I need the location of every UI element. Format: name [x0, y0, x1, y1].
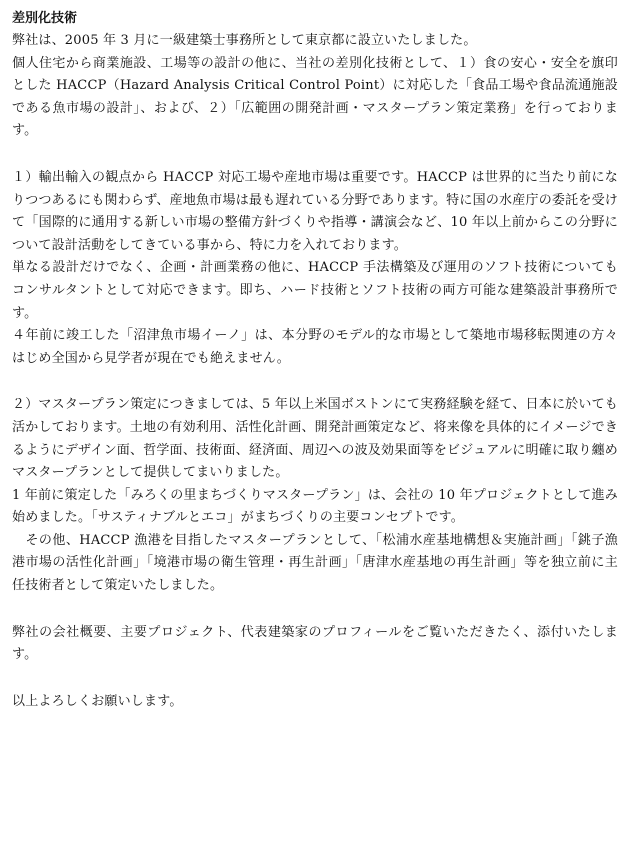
- intro-paragraph-2: 個人住宅から商業施設、工場等の設計の他に、当社の差別化技術として、１）食の安心・安全を旗印とした HACCP（Hazard Analysis Critical Control Point）に対応した「食品工場や食品流通施設である魚市場の設計」、および、２）「広範囲の開発計画・マスタープラン策定業務」を行っております。: [12, 55, 618, 139]
- spacer: [12, 370, 618, 394]
- section1-paragraph-3: ４年前に竣工した「沼津魚市場イーノ」は、本分野のモデル的な市場として築地市場移転関連の方々はじめ全国から見学者が現在でも絶えません。: [12, 328, 618, 366]
- spacer: [12, 143, 618, 167]
- spacer: [12, 667, 618, 691]
- closing-paragraph-2: 以上よろしくお願いします。: [12, 693, 183, 709]
- section2-paragraph-1: ２）マスタープラン策定につきましては、5 年以上米国ボストンにて実務経験を経て、日本に於いても活かしております。土地の有効利用、活性化計画、開発計画策定など、将来像を具体的にイメージできるようにデザイン面、哲学面、技術面、経済面、周辺への波及効果面等をビジュアルに明確に取り纏めマスタープランとして提供してまいりました。: [12, 397, 618, 481]
- closing-paragraph-1: 弊社の会社概要、主要プロジェクト、代表建築家のプロフィールをご覧いただきたく、添付いたします。: [12, 624, 618, 663]
- spacer: [12, 598, 618, 622]
- section1-paragraph-2: 単なる設計だけでなく、企画・計画業務の他に、HACCP 手法構築及び運用のソフト技術についてもコンサルタントとして対応できます。即ち、ハード技術とソフト技術の両方可能な建築設計事務所です。: [12, 260, 618, 321]
- section1-paragraph-1: １）輸出輸入の観点から HACCP 対応工場や産地市場は重要です。HACCP は世界的に当たり前になりつつあるにも関わらず、産地魚市場は最も遅れている分野であります。特に国の水産庁の委託を受けて「国際的に通用する新しい市場の整備方針づくりや指導・講演会など、10 年以上前からこの分野について設計活動をしてきている事から、特に力を入れております。: [12, 169, 618, 253]
- section2-paragraph-3: その他、HACCP 漁港を目指したマスタープランとして、「松浦水産基地構想＆実施計画」「銚子漁港市場の活性化計画」「境港市場の衛生管理・再生計画」「唐津水産基地の再生計画」等を独立前に主任技術者として策定いたしました。: [12, 532, 618, 594]
- intro-paragraph-1: 弊社は、2005 年 3 月に一級建築士事務所として東京都に設立いたしました。: [12, 33, 477, 48]
- section-heading: 差別化技術: [12, 11, 78, 26]
- section2-paragraph-2: 1 年前に策定した「みろくの里まちづくりマスタープラン」は、会社の 10 年プロジェクトとして進み始めました。「サスティナブルとエコ」がまちづくりの主要コンセプトです。: [12, 487, 618, 526]
